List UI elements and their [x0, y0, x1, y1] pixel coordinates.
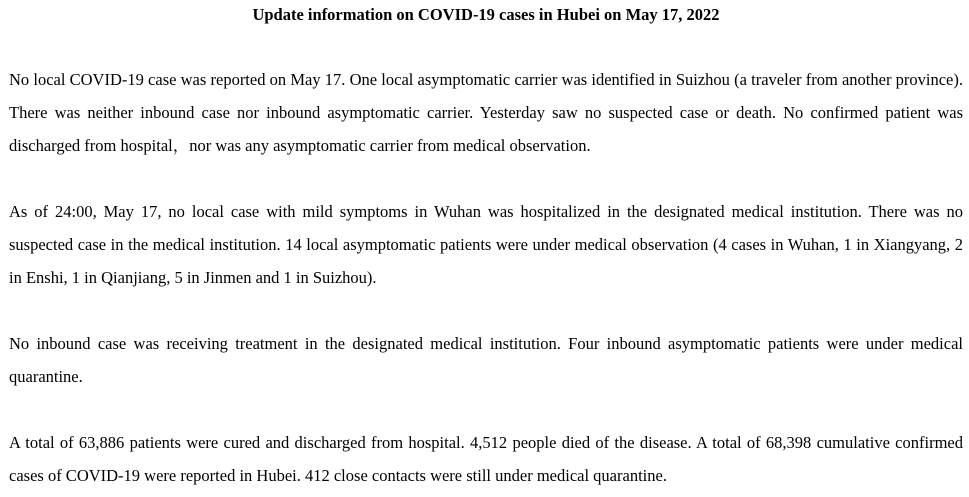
- paragraph-new-cases: No local COVID-19 case was reported on May 17. One local asymptomatic carrier was identified in Suizhou (a traveler from another province). There was neither inbound case nor inbound asymptomatic carrier. Yesterday saw no suspected case or death. No confirmed patient was discharged from hospital，nor was any asymptomatic carrier from medical observation.: [9, 70, 963, 155]
- page-title: Update information on COVID-19 cases in Hubei on May 17, 2022: [252, 5, 720, 24]
- paragraph-inbound-cases: No inbound case was receiving treatment in the designated medical institution. Four inbound asymptomatic patients were under medical quarantine.: [9, 334, 963, 386]
- paragraph-hospitalized-status: As of 24:00, May 17, no local case with mild symptoms in Wuhan was hospitalized in the designated medical institution. There was no suspected case in the medical institution. 14 local asymptomatic patients were under medical observation (4 cases in Wuhan, 1 in Xiangyang, 2 in Enshi, 1 in Qianjiang, 5 in Jinmen and 1 in Suizhou).: [9, 202, 963, 287]
- paragraph-cumulative-totals: A total of 63,886 patients were cured and discharged from hospital. 4,512 people died of the disease. A total of 68,398 cumulative confirmed cases of COVID-19 were reported in Hubei. 412 close contacts were still under medical quarantine.: [9, 433, 963, 485]
